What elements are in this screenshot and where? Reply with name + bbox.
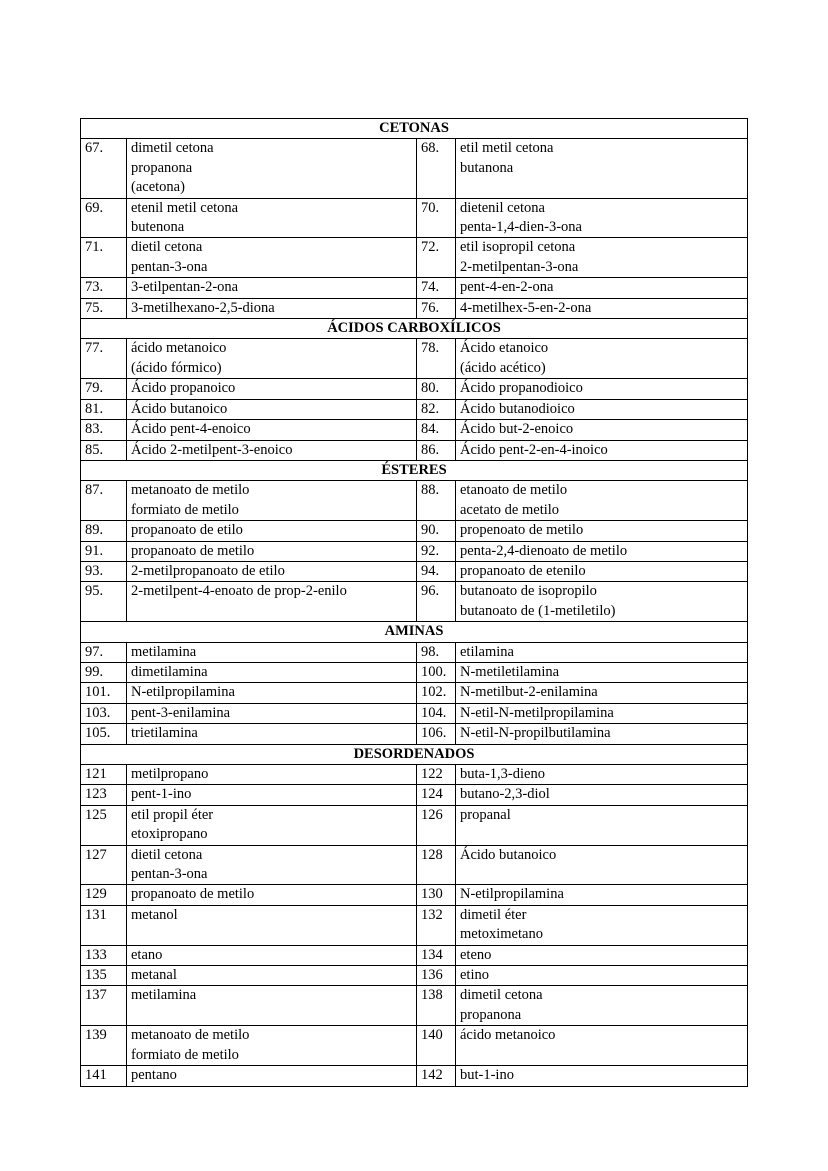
compound-name-cell [127, 379, 417, 399]
item-number: 70. [417, 198, 456, 238]
compound-name-cell [456, 339, 748, 379]
section-header-row [81, 744, 748, 764]
table-row [81, 399, 748, 419]
table-row [81, 139, 748, 198]
item-number: 71. [81, 238, 127, 278]
item-number: 83. [81, 420, 127, 440]
compound-name-cell [456, 805, 748, 845]
item-number: 73. [81, 278, 127, 298]
compound-name-cell [127, 561, 417, 581]
compound-name-cell [456, 298, 748, 318]
compound-name-line: etino [460, 967, 489, 984]
compound-name-cell [127, 521, 417, 541]
table-row [81, 561, 748, 581]
compound-name-line: (ácido acético) [460, 359, 546, 376]
item-number: 130 [417, 885, 456, 905]
item-number: 94. [417, 561, 456, 581]
compound-name-cell [127, 683, 417, 703]
compound-name-line: N-metiletilamina [460, 663, 560, 680]
compound-name-line: butanoato de (1-metiletilo) [460, 602, 616, 619]
table-row [81, 683, 748, 703]
table-row [81, 521, 748, 541]
item-number: 89. [81, 521, 127, 541]
compound-name-cell [127, 440, 417, 460]
section-header-row [81, 622, 748, 642]
table-row [81, 845, 748, 885]
table-row [81, 238, 748, 278]
table-row [81, 379, 748, 399]
compound-name-cell [127, 885, 417, 905]
compound-name-line: dietenil cetona [460, 199, 545, 216]
compound-name-line: dietil cetona [131, 846, 203, 863]
table-row [81, 1066, 748, 1086]
compound-name-cell [456, 945, 748, 965]
compound-name-line: ácido metanoico [131, 340, 227, 357]
section-title: ÉSTERES [81, 460, 748, 480]
item-number: 102. [417, 683, 456, 703]
item-number: 81. [81, 399, 127, 419]
compound-name-line: metilpropano [131, 766, 209, 782]
compound-name-cell [127, 139, 417, 198]
table-row [81, 1026, 748, 1066]
compound-name-line: pentano [131, 1067, 177, 1084]
section-header-row [81, 319, 748, 339]
compound-name-line: metanol [131, 906, 178, 923]
item-number: 125 [81, 805, 127, 845]
compound-name-cell [127, 399, 417, 419]
compound-name-line: buta-1,3-dieno [460, 766, 545, 782]
compound-name-line: Ácido butanoico [460, 846, 557, 863]
compound-name-line: Ácido pent-2-en-4-inoico [460, 441, 608, 458]
item-number: 136 [417, 966, 456, 986]
compound-name-cell [456, 683, 748, 703]
compound-name-line: metilamina [131, 987, 197, 1004]
compound-name-cell [456, 481, 748, 521]
compound-name-line: pent-4-en-2-ona [460, 279, 554, 296]
compound-name-line: (acetona) [131, 179, 185, 196]
table-row [81, 278, 748, 298]
compound-name-cell [456, 379, 748, 399]
compound-name-cell [127, 541, 417, 561]
item-number: 131 [81, 905, 127, 945]
table-row [81, 945, 748, 965]
compound-name-line: propanoato de etilo [131, 522, 243, 539]
item-number: 80. [417, 379, 456, 399]
compound-name-cell [127, 1066, 417, 1086]
compound-name-line: propanona [131, 159, 193, 176]
compound-name-line: 3-etilpentan-2-ona [131, 279, 239, 296]
table-row [81, 582, 748, 622]
table-row [81, 765, 748, 785]
compound-name-line: dimetil cetona [460, 987, 543, 1004]
table-row [81, 905, 748, 945]
compound-name-cell [456, 785, 748, 805]
compound-name-line: butenona [131, 219, 185, 236]
compound-name-line: Ácido butanodioico [460, 400, 575, 417]
item-number: 141 [81, 1066, 127, 1086]
item-number: 78. [417, 339, 456, 379]
compound-name-line: (ácido fórmico) [131, 359, 222, 376]
item-number: 139 [81, 1026, 127, 1066]
compound-name-cell [456, 561, 748, 581]
section-header-row [81, 460, 748, 480]
compound-name-line: Ácido etanoico [460, 340, 549, 357]
compound-name-line: eteno [460, 946, 492, 963]
compound-name-cell [127, 1026, 417, 1066]
document-page [80, 118, 747, 1087]
compound-name-cell [127, 724, 417, 744]
compound-name-cell [127, 481, 417, 521]
compound-name-cell [127, 785, 417, 805]
compound-name-cell [456, 724, 748, 744]
compound-name-line: Ácido pent-4-enoico [131, 421, 251, 438]
item-number: 92. [417, 541, 456, 561]
item-number: 138 [417, 986, 456, 1026]
item-number: 77. [81, 339, 127, 379]
compound-name-line: N-metilbut-2-enilamina [460, 684, 598, 701]
compound-name-cell [127, 420, 417, 440]
item-number: 68. [417, 139, 456, 198]
item-number: 101. [81, 683, 127, 703]
item-number: 129 [81, 885, 127, 905]
compound-name-cell [127, 642, 417, 662]
compound-name-line: penta-2,4-dienoato de metilo [460, 542, 628, 559]
compound-name-line: N-etilpropilamina [460, 886, 564, 903]
item-number: 87. [81, 481, 127, 521]
compound-name-line: N-etilpropilamina [131, 684, 235, 701]
item-number: 74. [417, 278, 456, 298]
compound-name-line: metanoato de metilo [131, 1027, 250, 1044]
item-number: 84. [417, 420, 456, 440]
item-number: 91. [81, 541, 127, 561]
compound-name-line: etanoato de metilo [460, 482, 568, 499]
compound-name-line: propanoato de metilo [131, 542, 255, 559]
item-number: 137 [81, 986, 127, 1026]
item-number: 82. [417, 399, 456, 419]
compound-name-cell [127, 238, 417, 278]
compound-name-line: butanoato de isopropilo [460, 583, 597, 600]
compound-name-line: etil propil éter [131, 806, 214, 823]
item-number: 86. [417, 440, 456, 460]
item-number: 96. [417, 582, 456, 622]
item-number: 126 [417, 805, 456, 845]
item-number: 103. [81, 703, 127, 723]
compound-name-cell [456, 845, 748, 885]
compound-name-line: metanal [131, 967, 177, 984]
compound-name-line: 4-metilhex-5-en-2-ona [460, 299, 592, 316]
item-number: 100. [417, 662, 456, 682]
item-number: 140 [417, 1026, 456, 1066]
compound-name-cell [456, 765, 748, 785]
compound-name-cell [456, 905, 748, 945]
compound-name-line: dimetil éter [460, 906, 527, 923]
compound-name-cell [127, 582, 417, 622]
compound-name-cell [456, 662, 748, 682]
compound-name-cell [456, 1066, 748, 1086]
item-number: 121 [81, 765, 127, 785]
compound-name-cell [456, 885, 748, 905]
compound-name-cell [456, 642, 748, 662]
table-row [81, 339, 748, 379]
compound-name-line: formiato de metilo [131, 1046, 239, 1063]
compound-name-cell [127, 945, 417, 965]
table-row [81, 703, 748, 723]
item-number: 142 [417, 1066, 456, 1086]
compound-name-cell [127, 198, 417, 238]
compound-name-line: propenoato de metilo [460, 522, 584, 539]
item-number: 85. [81, 440, 127, 460]
item-number: 106. [417, 724, 456, 744]
compound-name-line: butanona [460, 159, 514, 176]
table-row [81, 785, 748, 805]
section-title: CETONAS [81, 119, 748, 139]
item-number: 99. [81, 662, 127, 682]
compound-name-cell [127, 765, 417, 785]
item-number: 69. [81, 198, 127, 238]
item-number: 124 [417, 785, 456, 805]
item-number: 79. [81, 379, 127, 399]
compound-name-cell [127, 339, 417, 379]
compound-name-line: metanoato de metilo [131, 482, 250, 499]
compound-name-line: 3-metilhexano-2,5-diona [131, 299, 275, 316]
compound-name-line: acetato de metilo [460, 501, 560, 518]
compound-name-cell [127, 905, 417, 945]
table-row [81, 481, 748, 521]
table-row [81, 420, 748, 440]
compound-name-line: Ácido propanoico [131, 380, 236, 397]
item-number: 72. [417, 238, 456, 278]
compound-name-line: etenil metil cetona [131, 199, 239, 216]
table-row [81, 724, 748, 744]
compound-name-cell [456, 198, 748, 238]
item-number: 90. [417, 521, 456, 541]
table-row [81, 541, 748, 561]
compound-name-line: pentan-3-ona [131, 258, 208, 275]
item-number: 93. [81, 561, 127, 581]
compound-name-cell [456, 966, 748, 986]
compound-name-cell [456, 278, 748, 298]
compound-name-line: propanona [460, 1006, 522, 1023]
compound-name-line: propanoato de etenilo [460, 562, 586, 579]
compound-name-cell [456, 986, 748, 1026]
item-number: 98. [417, 642, 456, 662]
compound-name-line: trietilamina [131, 725, 198, 742]
item-number: 67. [81, 139, 127, 198]
compound-name-line: Ácido 2-metilpent-3-enoico [131, 441, 293, 458]
nomenclature-table [80, 118, 748, 1087]
compound-name-line: N-etil-N-propilbutilamina [460, 725, 611, 742]
item-number: 134 [417, 945, 456, 965]
compound-name-cell [456, 541, 748, 561]
compound-name-cell [456, 703, 748, 723]
compound-name-line: butano-2,3-diol [460, 786, 550, 803]
compound-name-cell [456, 238, 748, 278]
item-number: 127 [81, 845, 127, 885]
item-number: 135 [81, 966, 127, 986]
compound-name-cell [127, 662, 417, 682]
table-row [81, 885, 748, 905]
compound-name-line: 2-metilpentan-3-ona [460, 258, 579, 275]
table-row [81, 198, 748, 238]
item-number: 105. [81, 724, 127, 744]
compound-name-line: metoximetano [460, 926, 543, 943]
compound-name-line: 2-metilpent-4-enoato de prop-2-enilo [131, 583, 347, 600]
table-row [81, 966, 748, 986]
compound-name-cell [456, 139, 748, 198]
section-title: AMINAS [81, 622, 748, 642]
table-row [81, 805, 748, 845]
section-title: ÁCIDOS CARBOXÍLICOS [81, 319, 748, 339]
compound-name-cell [456, 440, 748, 460]
compound-name-line: etano [131, 946, 163, 963]
table-row [81, 298, 748, 318]
compound-name-cell [456, 420, 748, 440]
item-number: 122 [417, 765, 456, 785]
section-header-row [81, 119, 748, 139]
compound-name-cell [127, 805, 417, 845]
table-row [81, 662, 748, 682]
compound-name-line: but-1-ino [460, 1067, 514, 1084]
compound-name-line: etil metil cetona [460, 140, 554, 157]
table-row [81, 986, 748, 1026]
compound-name-cell [456, 521, 748, 541]
item-number: 133 [81, 945, 127, 965]
item-number: 75. [81, 298, 127, 318]
compound-name-cell [456, 582, 748, 622]
compound-name-cell [127, 986, 417, 1026]
compound-name-line: dimetil cetona [131, 140, 214, 157]
compound-name-line: etoxipropano [131, 826, 208, 843]
compound-name-line: Ácido propanodioico [460, 380, 583, 397]
item-number: 128 [417, 845, 456, 885]
item-number: 88. [417, 481, 456, 521]
compound-name-cell [127, 845, 417, 885]
compound-name-line: pent-3-enilamina [131, 704, 231, 721]
compound-name-line: etilamina [460, 643, 514, 660]
compound-name-cell [127, 966, 417, 986]
compound-name-line: etil isopropil cetona [460, 239, 576, 256]
item-number: 104. [417, 703, 456, 723]
item-number: 123 [81, 785, 127, 805]
compound-name-line: Ácido butanoico [131, 400, 228, 417]
item-number: 132 [417, 905, 456, 945]
compound-name-line: ácido metanoico [460, 1027, 556, 1044]
item-number: 95. [81, 582, 127, 622]
compound-name-line: 2-metilpropanoato de etilo [131, 562, 285, 579]
compound-name-line: pent-1-ino [131, 786, 192, 803]
compound-name-line: dietil cetona [131, 239, 203, 256]
compound-name-cell [456, 1026, 748, 1066]
compound-name-cell [127, 278, 417, 298]
compound-name-line: N-etil-N-metilpropilamina [460, 704, 614, 721]
compound-name-line: formiato de metilo [131, 501, 239, 518]
item-number: 97. [81, 642, 127, 662]
compound-name-cell [127, 703, 417, 723]
item-number: 76. [417, 298, 456, 318]
compound-name-line: propanoato de metilo [131, 886, 255, 903]
compound-name-cell [127, 298, 417, 318]
compound-name-line: propanal [460, 806, 511, 823]
section-title: DESORDENADOS [81, 744, 748, 764]
compound-name-line: Ácido but-2-enoico [460, 421, 574, 438]
compound-name-line: penta-1,4-dien-3-ona [460, 219, 582, 236]
table-row [81, 440, 748, 460]
compound-name-line: dimetilamina [131, 663, 208, 680]
compound-name-cell [456, 399, 748, 419]
table-row [81, 642, 748, 662]
compound-name-line: pentan-3-ona [131, 866, 208, 883]
compound-name-line: metilamina [131, 643, 197, 660]
